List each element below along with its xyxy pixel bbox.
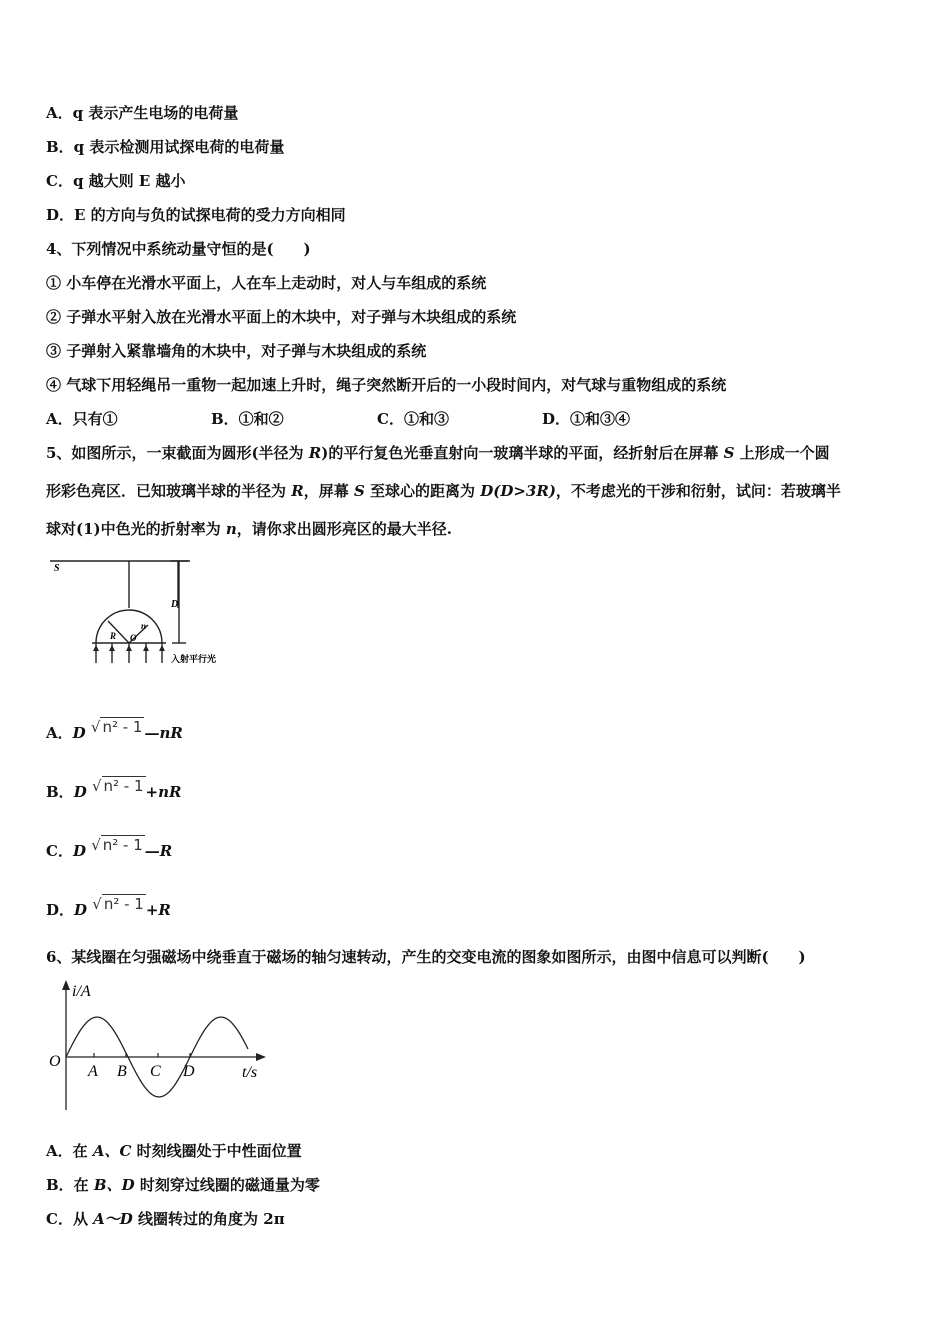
q5-var-d: D(D>3R) xyxy=(480,482,556,500)
sqrt-radicand: n² - 1 xyxy=(103,777,144,795)
sqrt-radicand: n² - 1 xyxy=(102,836,143,854)
q5-stem-text: 形彩色亮区．已知玻璃半球的半径为 xyxy=(46,482,292,500)
option-suffix: 时刻线圈处于中性面位置 xyxy=(131,1142,302,1160)
q5-stem-text: 上形成一个圆 xyxy=(734,444,830,462)
hemisphere-arc xyxy=(96,610,162,643)
option-prefix: D． xyxy=(46,901,75,919)
q5-option-c xyxy=(46,836,173,861)
q5-option-a xyxy=(46,718,183,743)
q5-option-d xyxy=(46,895,171,920)
q3-option-b: B．q 表示检测用试探电荷的电荷量 xyxy=(46,138,285,156)
option-suffix: +nR xyxy=(145,783,182,801)
fig-label-s: S xyxy=(54,563,60,574)
q5-stem-line-3 xyxy=(46,519,452,539)
tick-label-a: A xyxy=(88,1063,98,1080)
sqrt-expression: √ n² - 1 xyxy=(92,895,144,913)
fig-caption: 入射平行光 xyxy=(171,655,217,665)
q6-option-c xyxy=(46,1209,285,1229)
option-prefix: C． xyxy=(46,842,73,860)
option-prefix: C．从 xyxy=(46,1210,94,1228)
option-var-d: D xyxy=(72,842,86,860)
sqrt-expression: √ n² - 1 xyxy=(91,836,143,854)
q5-var-s: S xyxy=(723,444,735,462)
tick-label-c: C xyxy=(150,1063,161,1080)
option-vars: B、D xyxy=(93,1176,135,1194)
option-var-d: D xyxy=(72,724,86,742)
option-prefix: A．在 xyxy=(46,1142,93,1160)
q4-item-2: ② 子弹水平射入放在光滑水平面上的木块中，对子弹与木块组成的系统 xyxy=(46,308,517,326)
q5-var-n: n xyxy=(225,520,237,538)
sqrt-expression: √ n² - 1 xyxy=(90,718,143,736)
option-vars: A、C xyxy=(92,1142,132,1160)
q5-stem-text: 5、如图所示，一束截面为圆形(半径为 xyxy=(46,444,309,462)
y-axis-label: i/A xyxy=(72,983,91,1000)
option-var-d: D xyxy=(73,783,87,801)
tick-label-d: D xyxy=(183,1063,195,1080)
q5-stem-text: ，请你求出圆形亮区的最大半径. xyxy=(236,520,452,538)
option-prefix: B． xyxy=(46,783,74,801)
q4-item-3: ③ 子弹射入紧靠墙角的木块中，对子弹与木块组成的系统 xyxy=(46,342,427,360)
q6-stem: 6、某线圈在匀强磁场中绕垂直于磁场的轴匀速转动，产生的交变电流的图象如图所示，由图中信息可以判断( ) xyxy=(46,948,806,966)
x-axis-label: t/s xyxy=(242,1064,258,1081)
tick-label-b: B xyxy=(117,1063,127,1080)
option-prefix: B．在 xyxy=(46,1176,94,1194)
q3-option-c: C．q 越大则 E 越小 xyxy=(46,172,186,190)
origin-label: O xyxy=(49,1053,61,1070)
q6-option-b xyxy=(46,1175,320,1195)
q5-var-s: S xyxy=(353,482,365,500)
q5-option-b xyxy=(46,777,182,802)
q5-figure xyxy=(50,555,240,680)
option-suffix: —nR xyxy=(144,724,183,742)
q5-stem-line-2 xyxy=(46,481,841,501)
option-vars: A～D xyxy=(93,1210,133,1228)
option-suffix: 时刻穿过线圈的磁通量为零 xyxy=(134,1176,320,1194)
q6-option-a xyxy=(46,1141,302,1161)
q5-var-r: R xyxy=(308,444,322,462)
sqrt-expression: √ n² - 1 xyxy=(91,777,144,795)
q5-stem-line-1 xyxy=(46,443,830,463)
option-var-d: D xyxy=(74,901,88,919)
fig-label-o: O xyxy=(130,633,137,643)
q5-stem-text: 球对(1)中色光的折射率为 xyxy=(46,520,226,538)
fig-label-n: n xyxy=(141,621,147,631)
q5-stem-text: ，不考虑光的干涉和衍射，试问：若玻璃半 xyxy=(555,482,841,500)
q4-stem: 4、下列情况中系统动量守恒的是( ) xyxy=(46,240,311,258)
sqrt-radicand: n² - 1 xyxy=(103,895,144,913)
q5-stem-text: )的平行复色光垂直射向一玻璃半球的平面，经折射后在屏幕 xyxy=(321,444,724,462)
x-axis-arrow xyxy=(256,1053,266,1061)
q3-option-a: A．q 表示产生电场的电荷量 xyxy=(46,104,239,122)
q4-item-1: ① 小车停在光滑水平面上，人在车上走动时，对人与车组成的系统 xyxy=(46,274,487,292)
option-suffix: —R xyxy=(144,842,173,860)
q4-option-b: B．①和② xyxy=(211,410,284,428)
option-prefix: A． xyxy=(46,724,73,742)
q5-var-r: R xyxy=(291,482,304,500)
q4-option-c: C．①和③ xyxy=(377,410,449,428)
option-suffix: +R xyxy=(145,901,171,919)
q4-option-d: D．①和③④ xyxy=(542,410,631,428)
q5-stem-text: ，屏幕 xyxy=(303,482,354,500)
q6-graph xyxy=(46,980,271,1115)
fig-label-r: R xyxy=(110,631,117,641)
y-axis-arrow xyxy=(62,980,70,990)
q4-item-4: ④ 气球下用轻绳吊一重物一起加速上升时，绳子突然断开后的一小段时间内，对气球与重物组成的系统 xyxy=(46,376,727,394)
sqrt-radicand: n² - 1 xyxy=(102,718,143,736)
q4-option-a: A．只有① xyxy=(46,410,118,428)
option-suffix: 线圈转过的角度为 2π xyxy=(132,1210,285,1228)
fig-label-d: D xyxy=(171,599,179,610)
q3-option-d: D．E 的方向与负的试探电荷的受力方向相同 xyxy=(46,206,346,224)
q5-stem-text: 至球心的距离为 xyxy=(364,482,481,500)
